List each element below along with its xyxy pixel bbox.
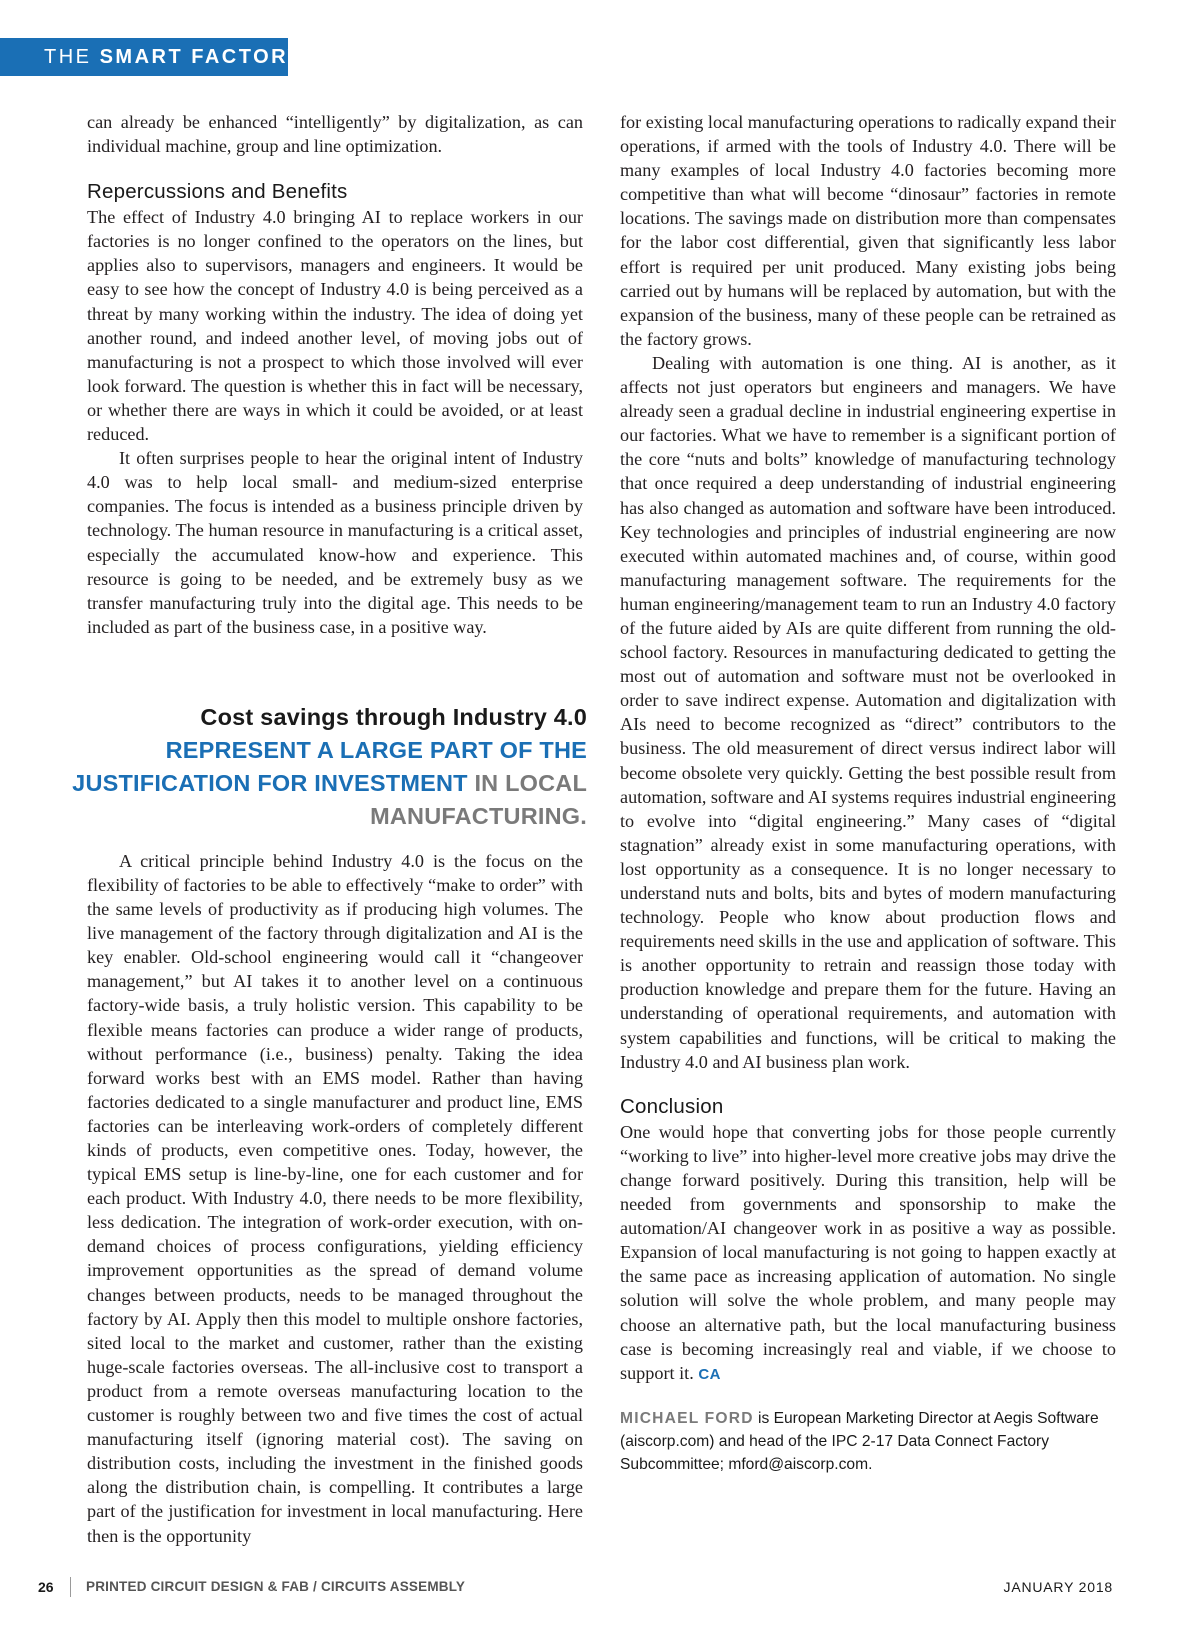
right-column [620, 110, 1116, 1476]
section-heading-repercussions: Repercussions and Benefits [87, 180, 348, 204]
conclusion-text: One would hope that converting jobs for those people currently “working to live” into higher-level more creative jobs may drive the change forward positively. During this transition, help will be needed from governments and sponsorship to make the automation/AI changeover work in as positive a way as possible. Expansion of local manufacturing is not going to happen exactly at the same pace as increasing application of automation. No single solution will solve the whole problem, and many people may choose an alternative path, but the local manufacturing business case is becoming increasingly real and viable, if we choose to support it. [620, 1121, 1116, 1383]
paragraph: Dealing with automation is one thing. AI is another, as it affects not just operators but engineers and managers. We have already seen a gradual decline in industrial engineering expertise in our factories. What we have to remember is a significant portion of the core “nuts and bolts” knowledge of manufacturing technology that once required a deep understanding of industrial engineering has also changed as automation and software have been introduced. Key technologies and principles of industrial engineering are now executed within automated machines and, of course, within good manufacturing management software. The requirements for the human engineering/management team to run an Industry 4.0 factory of the future aided by AIs are quite different from running the old-school factory. Resources in manufacturing dedicated to getting the most out of automation and software must not be overlooked in order to save indirect expense. Automation and digitalization with AIs need to become recognized as “direct” contributors to the business. The old measurement of direct versus indirect labor will become obsolete very quickly. Getting the best possible result from automation, software and AI systems requires industrial engineering to evolve into “digital engineering.” Many cases of “digital stagnation” already exist in some manufacturing operations, with lost opportunity as a consequence. It is no longer necessary to understand nuts and bolts, bits and bytes of modern manufacturing technology. People who know about production flows and requirements need skills in the use and application of software. This is another opportunity to retrain and reassign those today with production knowledge and prepare them for the future. Having an understanding of operational requirements, and automation with system capabilities and functions, will be critical to making the Industry 4.0 and AI business plan work. [620, 352, 1116, 1072]
publication-name: PRINTED CIRCUIT DESIGN & FAB / CIRCUITS ASSEMBLY [86, 1579, 466, 1594]
pull-quote-lead: Cost savings through Industry 4.0 [200, 704, 587, 730]
section-heading-conclusion: Conclusion [620, 1094, 724, 1118]
section-tag [0, 38, 304, 76]
paragraph: The effect of Industry 4.0 bringing AI to replace workers in our factories is no longer confined to the operators on the lines, but applies also to supervisors, managers and engineers. It would be easy to see how the concept of Industry 4.0 is being perceived as a threat by many working within the industry. The idea of doing yet another round, and indeed another level, of moving jobs out of manufacturing is not a prospect to which those involved will ever look forward. The question is whether this in fact will be necessary, or whether there are ways in which it could be avoided, or at least reduced. [87, 207, 583, 445]
end-mark: CA [698, 1365, 721, 1383]
footer-divider [70, 1577, 71, 1597]
section-tag-light: THE [44, 46, 92, 68]
paragraph: for existing local manufacturing operations to radically expand their operations, if armed with the tools of Industry 4.0. There will be many examples of local Industry 4.0 factories becoming more competitive than what will become “dinosaur” factories in remote locations. The savings made on distribution more than compensates for the labor cost differential, given that significantly less labor effort is required per unit produced. Many existing jobs being carried out by humans will be replaced by automation, but with the expansion of the business, many of these people can be retrained as the factory grows. [620, 112, 1116, 349]
paragraph: A critical principle behind Industry 4.0 is the focus on the flexibility of factories to be able to effectively “make to order” with the same levels of productivity as if producing high volumes. The live management of the factory through digitalization and AI is the key enabler. Old-school engineering would call it “changeover management,” but AI takes it to another level on a continuous factory-wide basis, a truly holistic version. This capability to be flexible means factories can produce a wider range of products, without performance (i.e., business) penalty. Taking the idea forward works best with an EMS model. Rather than having factories dedicated to a single manufacturer and product line, EMS factories can be interleaving work-orders of completely different kinds of products, even competitive ones. Today, however, the typical EMS setup is line-by-line, one for each customer and for each product. With Industry 4.0, there needs to be more flexibility, less dedication. The integration of work-order execution, with on-demand choices of process configurations, yielding efficiency improvement opportunities as the spread of demand volume changes between products, needs to be managed throughout the factory by AI. Apply then this model to multiple onshore factories, sited local to the market and customer, rather than the existing huge-scale factories overseas. The all-inclusive cost to transport a product from a remote overseas manufacturing location to the customer is roughly between two and five times the cost of actual manufacturing itself (ignoring material cost). The saving on distribution costs, including the investment in the finished goods along the distribution chain, is compelling. It contributes a large part of the justification for investment in local manufacturing. Here then is the opportunity [87, 850, 583, 1546]
pull-quote-emphasis: REPRESENT A LARGE PART OF THE JUSTIFICATION FOR INVESTMENT [72, 737, 587, 796]
paragraph: can already be enhanced “intelligently” by digitalization, as can individual machine, group and line optimization. [87, 112, 583, 157]
section-tag-bold: SMART FACTORY [99, 46, 304, 68]
page-number: 26 [38, 1579, 54, 1595]
author-bio [620, 1407, 1116, 1476]
paragraph [620, 1120, 1116, 1387]
pull-quote [60, 701, 587, 833]
author-bio-text: is European Marketing Director at Aegis Software (aiscorp.com) and head of the IPC 2-17 Data Connect Factory Subcommittee; mford@aiscorp.com. [620, 1409, 1099, 1473]
issue-date: JANUARY 2018 [1003, 1579, 1113, 1595]
author-name: MICHAEL FORD [620, 1409, 754, 1427]
page-footer [0, 1579, 1200, 1601]
pull-quote-tail: IN LOCAL MANUFACTURING. [370, 770, 587, 829]
paragraph: It often surprises people to hear the original intent of Industry 4.0 was to help local small- and medium-sized enterprise companies. The focus is intended as a business principle driven by technology. The human resource in manufacturing is a critical asset, especially the accumulated know-how and experience. This resource is going to be needed, and be extremely busy as we transfer manufacturing truly into the digital age. This needs to be included as part of the business case, in a positive way. [87, 448, 583, 637]
